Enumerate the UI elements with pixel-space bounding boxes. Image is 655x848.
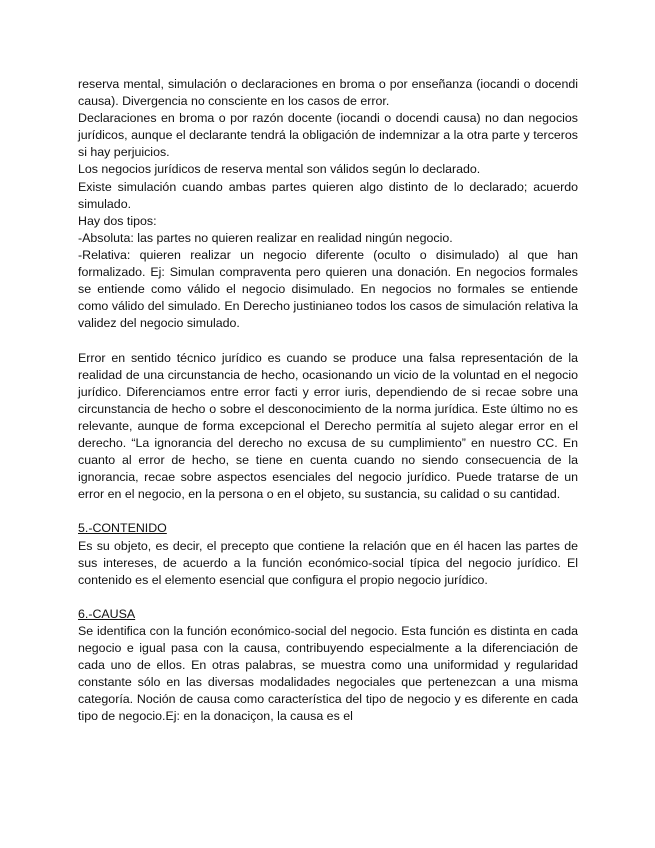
paragraph-spacer <box>78 332 578 349</box>
paragraph-reserva-mental: reserva mental, simulación o declaraciones en broma o por enseñanza (iocandi o docendi causa). Divergencia no consciente en los casos de error. <box>78 77 578 109</box>
paragraph-relativa: -Relativa: quieren realizar un negocio diferente (oculto o disimulado) al que han formalizado. Ej: Simulan compraventa pero quieren una donación. En negocios formales se entiende como válido el negocio disimulado. En negocios no formales se entiende como válido del simulado. En Derecho justinianeo todos los casos de simulación relativa la validez del negocio simulado. <box>78 247 578 331</box>
paragraph-reserva-validos: Los negocios jurídicos de reserva mental son válidos según lo declarado. <box>78 162 481 177</box>
paragraph-spacer <box>78 503 578 520</box>
paragraph-declaraciones-broma: Declaraciones en broma o por razón docente (iocandi o docendi causa) no dan negocios jurídicos, aunque el declarante tendrá la obligación de indemnizar a la otra parte y terceros si hay perjuicios. <box>78 111 578 160</box>
paragraph-dos-tipos: Hay dos tipos: <box>78 213 157 228</box>
paragraph-contenido: Es su objeto, es decir, el precepto que contiene la relación que en él hacen las partes de sus intereses, de acuerdo a la función económico-social típica del negocio jurídico. El contenido es el elemento esencial que configura el propio negocio jurídico. <box>78 538 578 587</box>
paragraph-error: Error en sentido técnico jurídico es cuando se produce una falsa representación de la realidad de una circunstancia de hecho, ocasionando un vicio de la voluntad en el negocio jurídico. Diferenciamos entre error facti y error iuris, dependiendo de si recae sobre una circunstancia de hecho o sobre el desconocimiento de la norma jurídica. Este último no es relevante, aunque de forma excepcional el Derecho permitía al sujeto alegar error en el derecho. “La ignorancia del derecho no excusa de su cumplimiento” en nuestro CC. En cuanto al error de hecho, se tiene en cuenta cuando no siendo consecuencia de la ignorancia, recae sobre aspectos esenciales del negocio jurídico. Puede tratarse de un error en el negocio, en la persona o en el objeto, su sustancia, su calidad o su cantidad. <box>78 350 578 502</box>
section-heading-causa: 6.-CAUSA <box>78 606 136 621</box>
paragraph-causa: Se identifica con la función económico-social del negocio. Esta función es distinta en cada negocio e igual pasa con la causa, contribuyendo especialmente a la diferenciación de cada uno de ellos. En otras palabras, se muestra como una uniformidad y regularidad constante sólo en las diversas modalidades negociales que pertenezcan a una misma categoría. Noción de causa como característica del tipo de negocio y es diferente en cada tipo de negocio.Ej: en la donaciçon, la causa es el <box>78 624 578 724</box>
paragraph-simulacion: Existe simulación cuando ambas partes quieren algo distinto de lo declarado; acuerdo simulado. <box>78 179 578 211</box>
section-heading-contenido: 5.-CONTENIDO <box>78 521 167 536</box>
paragraph-spacer <box>78 589 578 606</box>
paragraph-absoluta: -Absoluta: las partes no quieren realizar en realidad ningún negocio. <box>78 230 453 245</box>
document-page <box>78 76 578 726</box>
